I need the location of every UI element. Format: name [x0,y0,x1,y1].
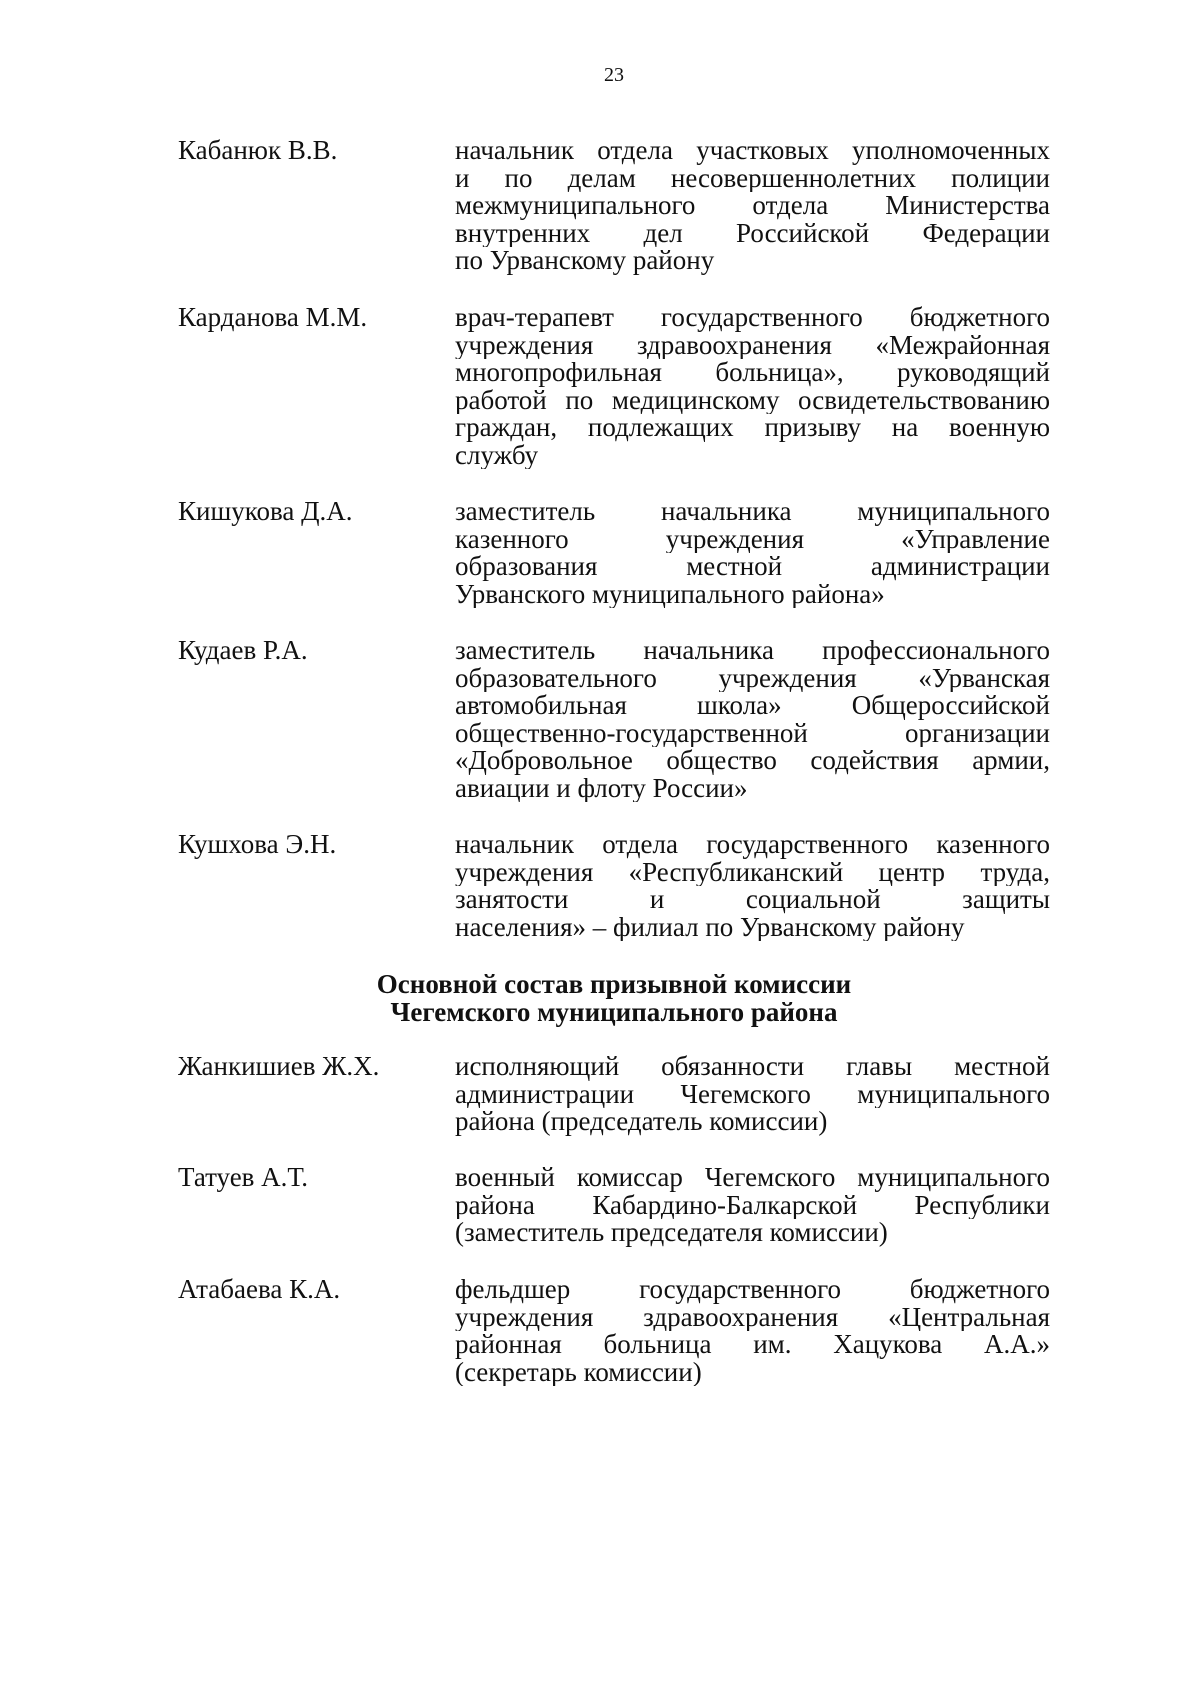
position-line: работой по медицинскому освидетельствованию [455,386,1050,414]
member-position [455,831,1050,941]
member-entry [178,1053,1050,1136]
position-line: администрации Чегемского муниципального [455,1080,1050,1108]
member-name: Татуев А.Т. [178,1162,308,1192]
section-heading-line: Основной состав призывной комиссии [376,969,852,999]
member-entry [178,637,1050,802]
member-name: Карданова М.М. [178,302,368,332]
position-line: начальник отдела государственного казенного [455,831,1050,859]
member-entry [178,304,1050,469]
member-name: Жанкишиев Ж.Х. [178,1051,380,1081]
position-line: и по делам несовершеннолетних полиции [455,164,1050,192]
member-name: Кудаев Р.А. [178,635,308,665]
member-position [455,304,1050,469]
position-line: внутренних дел Российской Федерации [455,219,1050,247]
position-line: военный комиссар Чегемского муниципального [455,1164,1050,1192]
position-line: учреждения здравоохранения «Межрайонная [455,331,1050,359]
position-line: общественно-государственной организации [455,719,1050,747]
position-line: района (председатель комиссии) [455,1108,828,1136]
member-entry [178,1164,1050,1247]
position-line: учреждения «Республиканский центр труда, [455,858,1050,886]
member-entry [178,498,1050,608]
position-line: казенного учреждения «Управление [455,525,1050,553]
position-line: граждан, подлежащих призыву на военную [455,414,1050,442]
member-name: Кабанюк В.В. [178,135,338,165]
position-line: авиации и флоту России» [455,774,748,802]
member-name: Атабаева К.А. [178,1274,341,1304]
member-position [455,1164,1050,1247]
section-heading-line: Чегемского муниципального района [390,997,838,1027]
position-line: (секретарь комиссии) [455,1358,702,1386]
position-line: учреждения здравоохранения «Центральная [455,1303,1050,1331]
position-line: межмуниципального отдела Министерства [455,192,1050,220]
position-line: заместитель начальника профессионального [455,637,1050,665]
position-line: автомобильная школа» Общероссийской [455,692,1050,720]
member-position [455,637,1050,802]
member-entry [178,831,1050,941]
member-position [455,1053,1050,1136]
position-line: образовательного учреждения «Урванская [455,664,1050,692]
position-line: заместитель начальника муниципального [455,498,1050,526]
member-position [455,137,1050,275]
position-line: занятости и социальной защиты [455,886,1050,914]
position-line: района Кабардино-Балкарской Республики [455,1191,1050,1219]
member-name: Кишукова Д.А. [178,496,353,526]
position-line: фельдшер государственного бюджетного [455,1276,1050,1304]
position-line: многопрофильная больница», руководящий [455,359,1050,387]
position-line: «Добровольное общество содействия армии, [455,747,1050,775]
member-name: Кушхова Э.Н. [178,829,337,859]
position-line: врач-терапевт государственного бюджетного [455,304,1050,332]
position-line: (заместитель председателя комиссии) [455,1219,888,1247]
position-line: начальник отдела участковых уполномоченных [455,137,1050,165]
member-position [455,1276,1050,1386]
position-line: по Урванскому району [455,247,715,275]
position-line: населения» – филиал по Урванскому району [455,913,965,941]
member-position [455,498,1050,608]
section-heading [178,970,1050,1026]
page-number: 23 [604,64,624,86]
position-line: исполняющий обязанности главы местной [455,1053,1050,1081]
member-entry [178,1276,1050,1386]
position-line: районная больница им. Хацукова А.А.» [455,1331,1050,1359]
position-line: службу [455,441,539,469]
member-entry [178,137,1050,275]
position-line: Урванского муниципального района» [455,580,885,608]
position-line: образования местной администрации [455,553,1050,581]
